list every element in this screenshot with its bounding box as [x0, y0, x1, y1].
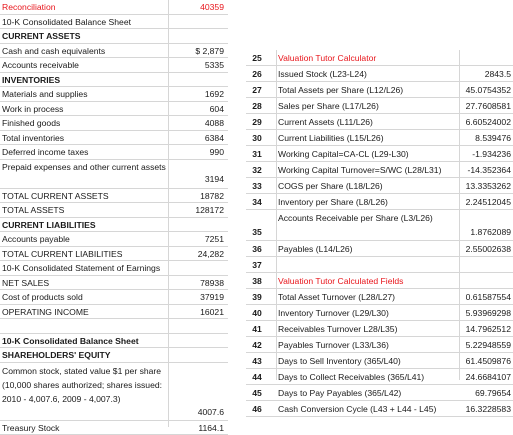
row-number: 44 [246, 369, 268, 385]
calc-row[interactable] [246, 305, 513, 321]
calc-row[interactable] [246, 98, 513, 114]
left-row[interactable] [0, 58, 228, 73]
balance-sheet-table [0, 0, 228, 435]
calc-row-value[interactable]: 61.4509876 [441, 353, 511, 369]
left-row-value[interactable]: 16021 [164, 305, 224, 320]
row-number: 29 [246, 114, 268, 130]
calc-row[interactable] [246, 162, 513, 178]
calc-row[interactable] [246, 353, 513, 369]
left-row-label[interactable]: SHAREHOLDERS' EQUITY [2, 348, 167, 363]
row-number: 40 [246, 305, 268, 321]
left-row-label[interactable]: Materials and supplies [2, 87, 167, 102]
calc-row-label[interactable]: Total Assets per Share (L12/L26) [278, 82, 459, 98]
left-row[interactable] [0, 203, 228, 218]
left-row-value[interactable]: 604 [164, 102, 224, 117]
calc-row[interactable] [246, 241, 513, 257]
left-row-label[interactable]: TOTAL CURRENT ASSETS [2, 189, 167, 204]
calc-row-value[interactable]: 8.539476 [441, 130, 511, 146]
left-row-value[interactable]: 1692 [164, 87, 224, 102]
left-row[interactable] [0, 145, 228, 160]
calc-row-label[interactable]: Payables (L14/L26) [278, 241, 459, 257]
row-number: 37 [246, 257, 268, 273]
left-row-value[interactable]: 3194 [164, 173, 224, 187]
left-row[interactable] [0, 160, 228, 189]
row-number: 36 [246, 241, 268, 257]
row-number: 41 [246, 321, 268, 337]
calc-row-value[interactable]: 24.6684107 [441, 369, 511, 385]
left-row-label[interactable]: CURRENT LIABILITIES [2, 218, 167, 233]
left-row-value[interactable]: 1164.1 [164, 421, 224, 435]
left-row-label[interactable]: 10-K Consolidated Balance Sheet [2, 15, 167, 30]
calc-row-label[interactable]: Cash Conversion Cycle (L43 + L44 - L45) [278, 401, 459, 417]
row-number: 28 [246, 98, 268, 114]
left-row-label[interactable]: Finished goods [2, 116, 167, 131]
calc-row-value[interactable]: 2843.5 [441, 66, 511, 82]
row-number: 46 [246, 401, 268, 417]
calc-row-label[interactable]: Payables Turnover (L33/L36) [278, 337, 459, 353]
calc-row[interactable] [246, 369, 513, 385]
left-row-value[interactable]: 5335 [164, 58, 224, 73]
calc-row-label[interactable]: Days to Sell Inventory (365/L40) [278, 353, 459, 369]
calc-row-label[interactable]: Valuation Tutor Calculated Fields [278, 273, 459, 289]
left-row-label[interactable]: Accounts receivable [2, 58, 167, 73]
calc-row[interactable] [246, 66, 513, 82]
calc-row[interactable] [246, 401, 513, 417]
left-row-label[interactable]: Total inventories [2, 131, 167, 146]
left-row-value[interactable]: $ 2,879 [164, 44, 224, 59]
row-number: 42 [246, 337, 268, 353]
calc-row[interactable] [246, 82, 513, 98]
calc-row-label[interactable]: Issued Stock (L23-L24) [278, 66, 459, 82]
left-row[interactable] [0, 102, 228, 117]
calc-row[interactable] [246, 178, 513, 194]
left-row-label[interactable]: Work in process [2, 102, 167, 117]
left-row-label[interactable]: 10-K Consolidated Statement of Earnings [2, 261, 167, 276]
calc-row-label[interactable]: Days to Pay Payables (365/L42) [278, 385, 459, 401]
left-row-value[interactable]: 990 [164, 145, 224, 160]
row-number: 45 [246, 385, 268, 401]
row-number: 25 [246, 50, 268, 66]
left-row-label[interactable]: TOTAL CURRENT LIABILITIES [2, 247, 167, 262]
left-row-label[interactable]: Cost of products sold [2, 290, 167, 305]
calc-row[interactable] [246, 50, 513, 66]
row-number: 33 [246, 178, 268, 194]
calc-row-value[interactable]: 5.93969298 [441, 305, 511, 321]
calc-row-label[interactable]: Receivables Turnover L28/L35) [278, 321, 459, 337]
left-row-label[interactable]: Accounts payable [2, 232, 167, 247]
left-row[interactable] [0, 247, 228, 262]
calc-row[interactable] [246, 257, 513, 273]
left-row-label[interactable]: OPERATING INCOME [2, 305, 167, 320]
left-row-label[interactable]: 10-K Consolidated Balance Sheet [2, 334, 167, 349]
calc-row[interactable] [246, 130, 513, 146]
left-row-value[interactable]: 128172 [164, 203, 224, 218]
calc-row-label[interactable]: Inventory per Share (L8/L26) [278, 194, 459, 210]
left-row-value[interactable]: 7251 [164, 232, 224, 247]
calc-row-label[interactable]: COGS per Share (L18/L26) [278, 178, 459, 194]
calc-row-label[interactable]: Valuation Tutor Calculator [278, 50, 459, 66]
calc-row[interactable] [246, 385, 513, 401]
calc-row[interactable] [246, 337, 513, 353]
calc-row-value[interactable]: 14.7962512 [441, 321, 511, 337]
left-row[interactable] [0, 87, 228, 102]
left-row-value[interactable]: 6384 [164, 131, 224, 146]
left-row[interactable] [0, 290, 228, 305]
left-row-value[interactable]: 24,282 [164, 247, 224, 262]
left-row[interactable] [0, 73, 228, 88]
calc-row-label[interactable]: Inventory Turnover (L29/L30) [278, 305, 459, 321]
calc-row[interactable] [246, 321, 513, 337]
left-row[interactable] [0, 0, 228, 15]
left-row[interactable] [0, 305, 228, 320]
left-row-label[interactable]: Treasury Stock [2, 421, 167, 435]
left-row[interactable] [0, 15, 228, 30]
row-number: 34 [246, 194, 268, 210]
left-row[interactable] [0, 276, 228, 291]
row-number: 32 [246, 162, 268, 178]
calc-row-value[interactable]: 27.7608581 [441, 98, 511, 114]
row-number: 31 [246, 146, 268, 162]
row-number: 27 [246, 82, 268, 98]
left-row-value[interactable]: 18782 [164, 189, 224, 204]
calc-row-value[interactable]: 6.60524002 [441, 114, 511, 130]
left-row-label[interactable]: INVENTORIES [2, 73, 167, 88]
left-row[interactable] [0, 232, 228, 247]
row-number: 35 [246, 224, 268, 240]
row-number: 39 [246, 289, 268, 305]
calc-row[interactable] [246, 273, 513, 289]
left-row-value[interactable]: 40359 [164, 0, 224, 15]
left-row-label[interactable]: Prepaid expenses and other current assets [2, 160, 167, 175]
left-row-value[interactable]: 37919 [164, 290, 224, 305]
valuation-calculator-table [246, 50, 513, 417]
left-row[interactable] [0, 421, 228, 435]
calc-row[interactable] [246, 210, 513, 241]
calc-row-label[interactable]: Sales per Share (L17/L26) [278, 98, 459, 114]
row-number: 43 [246, 353, 268, 369]
calc-row-value[interactable]: 16.3228583 [441, 401, 511, 417]
left-row-value[interactable]: 4088 [164, 116, 224, 131]
left-row[interactable] [0, 189, 228, 204]
calc-row-value[interactable]: 13.3353262 [441, 178, 511, 194]
left-row-value[interactable]: 78938 [164, 276, 224, 291]
calc-row[interactable] [246, 146, 513, 162]
calc-row-label[interactable]: Days to Collect Receivables (365/L41) [278, 369, 459, 385]
calc-row-value[interactable]: 5.22948559 [441, 337, 511, 353]
calc-row-value[interactable]: -14.352364 [441, 162, 511, 178]
left-row-value[interactable]: 4007.6 [164, 405, 224, 419]
left-row-label[interactable]: Cash and cash equivalents [2, 44, 167, 59]
left-row-label[interactable]: TOTAL ASSETS [2, 203, 167, 218]
calc-row-label[interactable]: Working Capital=CA-CL (L29-L30) [278, 146, 459, 162]
calc-row-label[interactable]: Current Liabilities (L15/L26) [278, 130, 459, 146]
left-row-label[interactable]: Common stock, stated value $1 per share (10,000 shares authorized; shares issued: 2010 - 4,007.6, 2009 - 4,007.3) [2, 363, 167, 406]
left-row-label[interactable]: NET SALES [2, 276, 167, 291]
calc-row-value[interactable]: 2.55002638 [441, 241, 511, 257]
calc-row[interactable] [246, 289, 513, 305]
calc-row-value[interactable]: 45.0754352 [441, 82, 511, 98]
left-row[interactable] [0, 319, 228, 334]
calc-row[interactable] [246, 114, 513, 130]
row-number: 30 [246, 130, 268, 146]
left-row[interactable] [0, 363, 228, 421]
left-row-label[interactable]: Reconciliation [2, 0, 167, 15]
left-row[interactable] [0, 29, 228, 44]
left-row-label[interactable]: Deferred income taxes [2, 145, 167, 160]
calc-row-label[interactable]: Current Assets (L11/L26) [278, 114, 459, 130]
calc-row-value[interactable]: -1.934236 [441, 146, 511, 162]
left-row[interactable] [0, 334, 228, 349]
calc-row-label[interactable]: Accounts Receivable per Share (L3/L26) [278, 211, 459, 226]
calc-row-label[interactable]: Total Asset Turnover (L28/L27) [278, 289, 459, 305]
left-row[interactable] [0, 131, 228, 146]
calc-row-value[interactable]: 69.79654 [441, 385, 511, 401]
left-row[interactable] [0, 348, 228, 363]
row-number: 26 [246, 66, 268, 82]
calc-row-value[interactable]: 0.61587554 [441, 289, 511, 305]
left-row[interactable] [0, 116, 228, 131]
calc-row[interactable] [246, 194, 513, 210]
left-row[interactable] [0, 261, 228, 276]
row-number: 38 [246, 273, 268, 289]
left-row-label[interactable]: CURRENT ASSETS [2, 29, 167, 44]
calc-row-value[interactable]: 2.24512045 [441, 194, 511, 210]
calc-row-label[interactable]: Working Capital Turnover=S/WC (L28/L31) [278, 162, 459, 178]
left-row[interactable] [0, 44, 228, 59]
left-row[interactable] [0, 218, 228, 233]
calc-row-value[interactable]: 1.8762089 [441, 224, 511, 240]
